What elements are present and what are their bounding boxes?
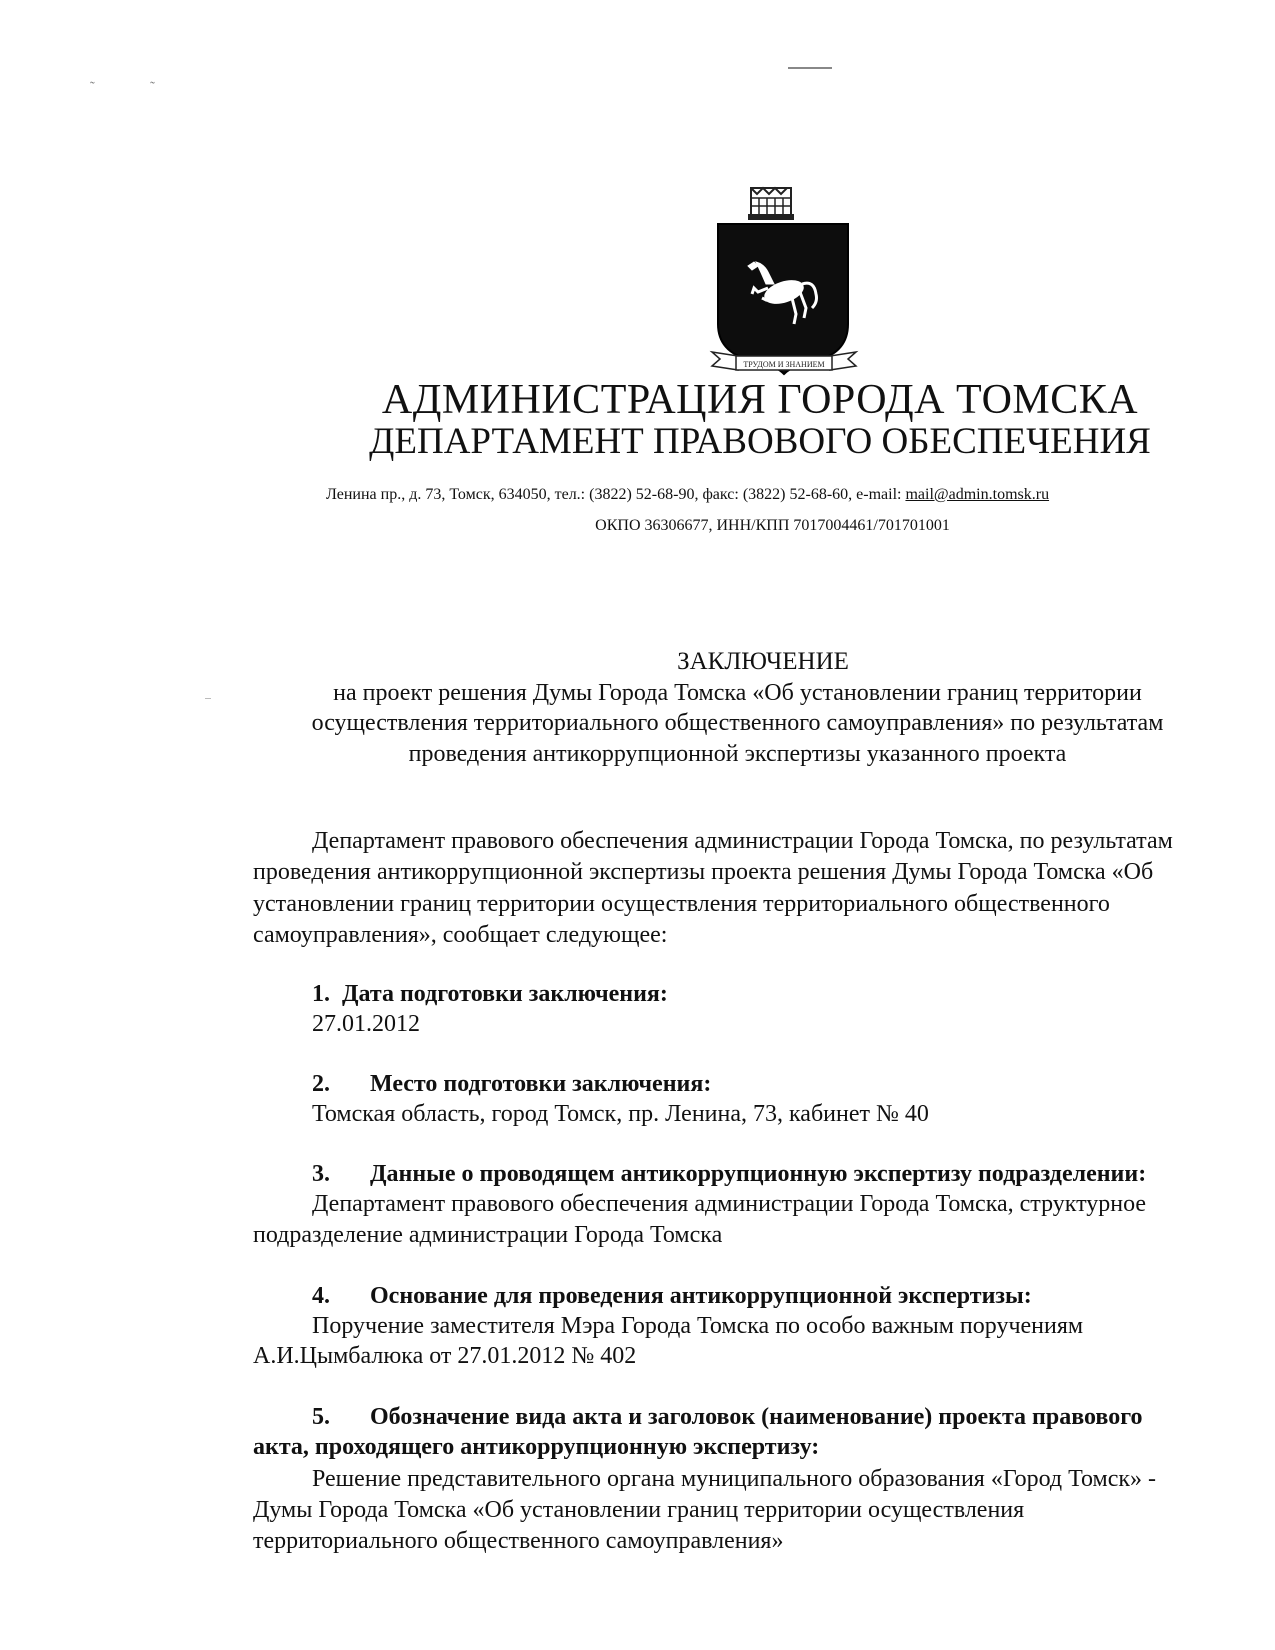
section-5-body-line: Думы Города Томска «Об установлении границ территории осуществления <box>253 1497 1025 1523</box>
section-2-body: Томская область, город Томск, пр. Ленина, 73, кабинет № 40 <box>312 1101 929 1127</box>
conclusion-subtitle-line: на проект решения Думы Города Томска «Об установлении границ территории <box>333 680 1142 706</box>
section-1-heading: 1. Дата подготовки заключения: <box>312 981 668 1007</box>
section-3-heading: 3. Данные о проводящем антикоррупционную экспертизу подразделении: <box>312 1161 1147 1187</box>
section-5-body-line: Решение представительного органа муниципального образования «Город Томск» - <box>312 1466 1157 1492</box>
address-text: Ленина пр., д. 73, Томск, 634050, тел.: (3822) 52-68-90, факс: (3822) 52-68-60, e-mail: <box>326 486 906 503</box>
section-3-body-line: Департамент правового обеспечения администрации Города Томска, структурное <box>312 1191 1147 1217</box>
conclusion-title: ЗАКЛЮЧЕНИЕ <box>677 648 849 675</box>
email-link[interactable]: mail@admin.tomsk.ru <box>905 486 1050 503</box>
okpo-line: ОКПО 36306677, ИНН/КПП 7017004461/701701001 <box>595 517 950 534</box>
intro-line: проведения антикоррупционной экспертизы проекта решения Думы Города Томска «Об <box>253 859 1154 885</box>
crown-icon <box>748 188 794 220</box>
org-title: АДМИНИСТРАЦИЯ ГОРОДА ТОМСКА <box>381 377 1139 423</box>
intro-line: Департамент правового обеспечения администрации Города Томска, по результатам <box>312 828 1173 854</box>
conclusion-subtitle-line: осуществления территориального общественного самоуправления» по результатам <box>311 710 1164 736</box>
svg-text:ТРУДОМ И ЗНАНИЕМ: ТРУДОМ И ЗНАНИЕМ <box>743 360 825 369</box>
section-4-body-line: Поручение заместителя Мэра Города Томска по особо важным поручениям <box>312 1313 1084 1339</box>
section-2-heading: 2. Место подготовки заключения: <box>312 1071 712 1097</box>
section-4-body-line: А.И.Цымбалюка от 27.01.2012 № 402 <box>253 1343 637 1369</box>
section-4-heading: 4. Основание для проведения антикоррупционной экспертизы: <box>312 1283 1032 1309</box>
section-5-heading-cont: акта, проходящего антикоррупционную экспертизу: <box>253 1434 820 1460</box>
section-5-heading: 5. Обозначение вида акта и заголовок (наименование) проекта правового <box>312 1404 1143 1430</box>
section-5-body-line: территориального общественного самоуправления» <box>253 1528 784 1554</box>
scan-specks: ˜ ˜ <box>90 80 181 95</box>
conclusion-subtitle-line: проведения антикоррупционной экспертизы указанного проекта <box>408 741 1067 767</box>
intro-line: установлении границ территории осуществления территориального общественного <box>253 891 1110 917</box>
dept-title: ДЕПАРТАМЕНТ ПРАВОВОГО ОБЕСПЕЧЕНИЯ <box>369 421 1151 462</box>
intro-line: самоуправления», сообщает следующее: <box>253 922 668 948</box>
section-1-body: 27.01.2012 <box>312 1011 420 1037</box>
contact-line <box>326 486 1049 504</box>
scan-mark <box>788 67 832 69</box>
section-3-body-line: подразделение администрации Города Томска <box>253 1222 723 1248</box>
tomsk-coat-of-arms <box>708 184 860 380</box>
